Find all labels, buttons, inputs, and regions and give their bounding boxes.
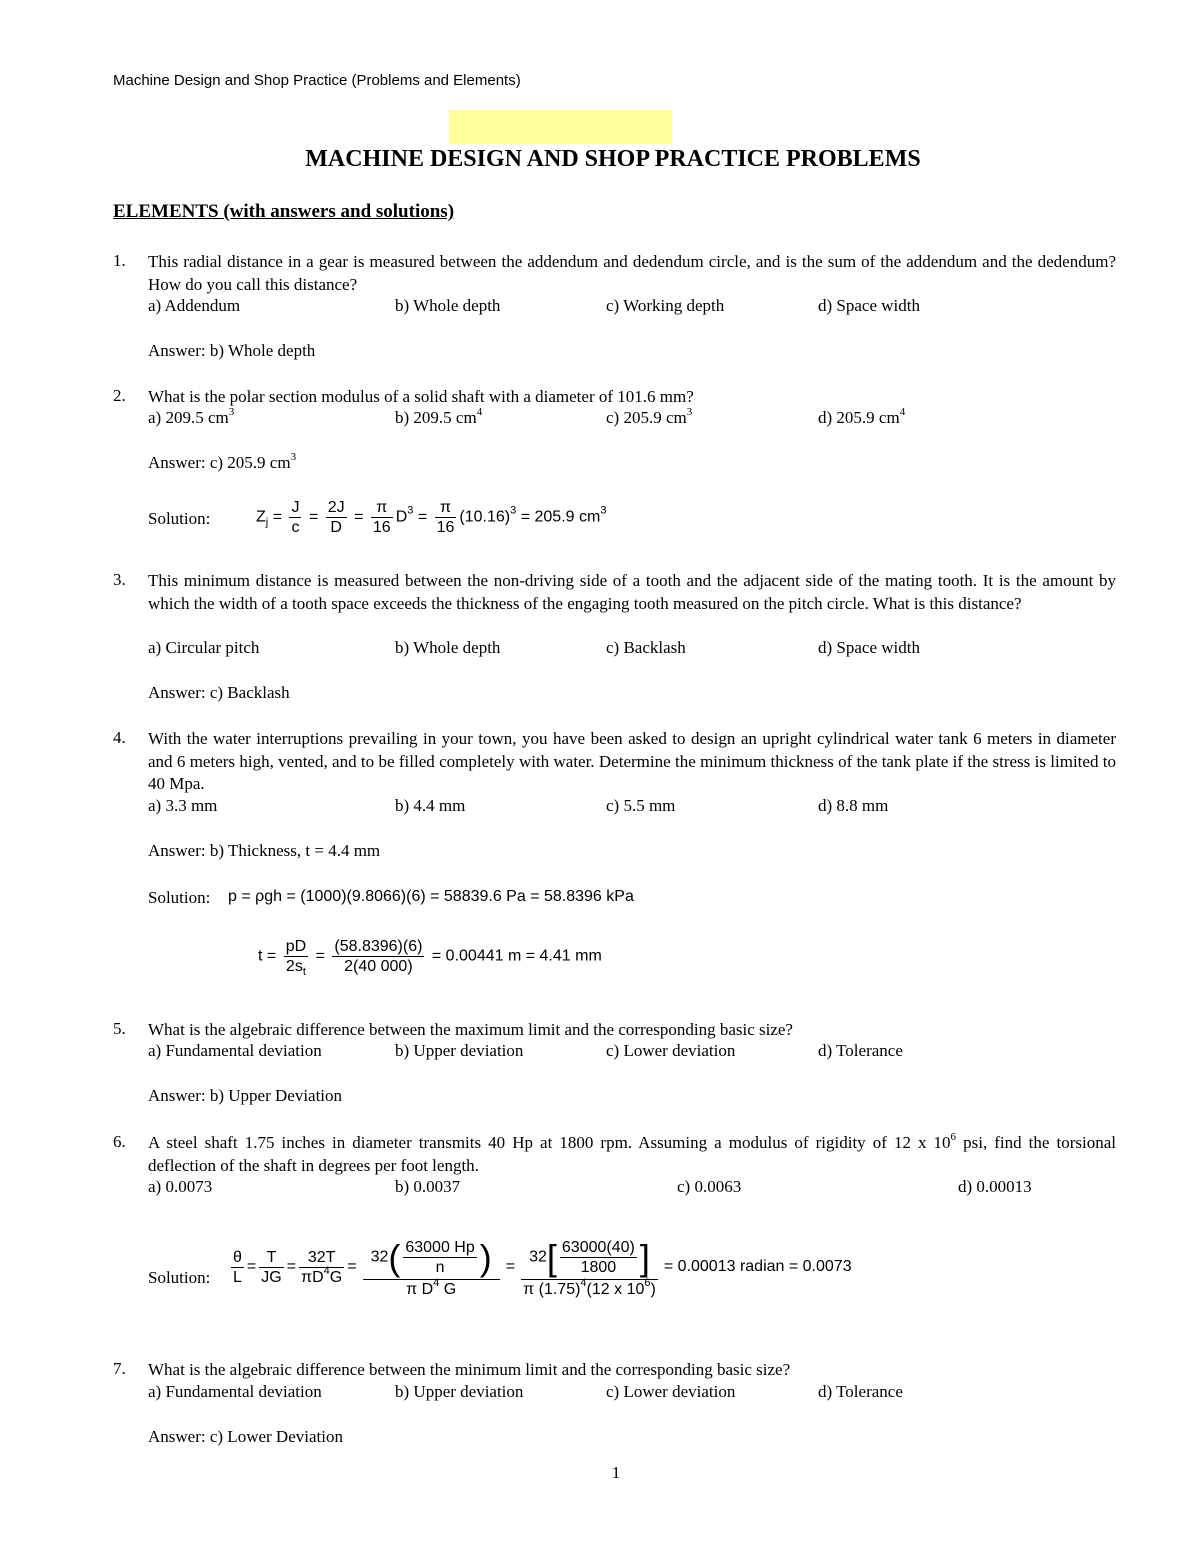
question-text: This minimum distance is measured between the non-driving side of a tooth and the adjacent side of the mating tooth. It is the amount by which the width of a tooth space exceeds the thickness of the engaging tooth measured on the pitch circle. What is this distance? <box>148 571 1116 613</box>
answer: Answer: b) Upper Deviation <box>148 1086 343 1105</box>
answer: Answer: c) Backlash <box>148 683 290 702</box>
answer: Answer: c) Lower Deviation <box>148 1427 343 1446</box>
page-title: MACHINE DESIGN AND SHOP PRACTICE PROBLEMS <box>305 146 921 172</box>
question-number: 1. <box>113 251 126 270</box>
option-c: c) Lower deviation <box>606 1041 736 1060</box>
option-d: d) Space width <box>818 296 920 315</box>
option-b: b) Whole depth <box>395 296 501 315</box>
running-header: Machine Design and Shop Practice (Problems and Elements) <box>113 72 521 89</box>
question-text: A steel shaft 1.75 inches in diameter transmits 40 Hp at 1800 rpm. Assuming a modulus of rigidity of 12 x $10^6$ psi, find the torsional deflection of the shaft in degrees per foot length. <box>148 1131 1116 1175</box>
option-c: c) Working depth <box>606 296 725 315</box>
solution-equation: $\frac{\theta}{L}$ = $\frac{T}{JG}$ = $\frac{32T}{\pi D^4G}$ = 32( $\frac{63000 Hp}{n}$ ) π $D^4$ G = 32[ $\frac{63000(40)}{1800}$ ] π $(1.75)^4(12$ x $10^6$) = 0.00013 radian = 0.0073 <box>233 1236 852 1298</box>
answer: Answer: c) 205.9 $cm^3$ <box>148 451 297 472</box>
fraction: $\frac{T}{JG}$ <box>261 1248 282 1286</box>
fraction: $\frac{\pi}{16}$ <box>436 499 455 536</box>
question-text: What is the polar section modulus of a solid shaft with a diameter of 101.6 mm? <box>148 387 694 406</box>
option-d: d) Space width <box>818 638 920 657</box>
question-number: 7. <box>113 1359 126 1378</box>
option-a: a) Fundamental deviation <box>148 1041 322 1060</box>
fraction: $\frac{32T}{\pi D^4G}$ <box>301 1248 343 1286</box>
option-b: b) Whole depth <box>395 638 501 657</box>
option-d: d) Tolerance <box>818 1382 903 1401</box>
solution-label: Solution: <box>148 888 211 907</box>
fraction: $\frac{63000 Hp}{n}$ <box>405 1238 475 1276</box>
page-number: 1 <box>611 1463 621 1482</box>
option-c: c) 5.5 mm <box>606 796 676 815</box>
option-b: b) 4.4 mm <box>395 796 466 815</box>
solution-label: Solution: <box>148 509 211 528</box>
option-b: b) Upper deviation <box>395 1041 524 1060</box>
option-a: a) Addendum <box>148 296 241 315</box>
section-subtitle: ELEMENTS (with answers and solutions) <box>113 201 455 222</box>
fraction: $\frac{2J}{D}$ <box>327 499 345 536</box>
question-text: What is the algebraic difference between the minimum limit and the corresponding basic size? <box>148 1360 791 1379</box>
option-c: c) Backlash <box>606 638 686 657</box>
option-c: c) Lower deviation <box>606 1382 736 1401</box>
option-d: d) 0.00013 <box>958 1177 1032 1196</box>
fraction: $\frac{\theta}{L}$ <box>233 1248 242 1286</box>
question-number: 6. <box>113 1132 126 1151</box>
option-b: b) 209.5 $cm^4$ <box>395 406 483 427</box>
highlight-box <box>449 110 672 144</box>
option-d: d) 205.9 $cm^4$ <box>818 406 906 427</box>
option-c: c) 0.0063 <box>677 1177 742 1196</box>
solution-label: Solution: <box>148 1268 211 1287</box>
question-number: 2. <box>113 386 126 405</box>
question-number: 3. <box>113 570 126 589</box>
fraction: $\frac{(58.8396)(6)}{2(40 000)}$ <box>334 938 423 975</box>
question-number: 5. <box>113 1019 126 1038</box>
option-a: a) 0.0073 <box>148 1177 213 1196</box>
fraction: $\frac{\pi}{16}$ <box>372 499 391 536</box>
answer: Answer: b) Whole depth <box>148 341 316 360</box>
option-b: b) 0.0037 <box>395 1177 461 1196</box>
question-text: This radial distance in a gear is measured between the addendum and dedendum circle, and is the sum of the addendum and the dedendum? How do you call this distance? <box>148 252 1116 294</box>
question-text: With the water interruptions prevailing in your town, you have been asked to design an upright cylindrical water tank 6 meters in diameter and 6 meters high, vented, and to be filled completely with water. Determine the minimum thickness of the tank plate if the stress is limited to 40 Mpa. <box>148 729 1116 793</box>
solution-equation-thickness: t = $\frac{pD}{2s_t}$ = $\frac{(58.8396)(6)}{2(40 000)}$ = 0.00441 m = 4.41 mm <box>258 938 602 978</box>
solution-equation-pressure: p = ρgh = (1000)(9.8066)(6) = 58839.6 Pa = 58.8396 kPa <box>228 888 634 905</box>
option-d: d) Tolerance <box>818 1041 903 1060</box>
question-text: What is the algebraic difference between the maximum limit and the corresponding basic size? <box>148 1020 793 1039</box>
option-b: b) Upper deviation <box>395 1382 524 1401</box>
option-d: d) 8.8 mm <box>818 796 889 815</box>
question-number: 4. <box>113 728 126 747</box>
fraction: 32[ $\frac{63000(40)}{1800}$ ] π $(1.75)^4(12$ x $10^6$) <box>521 1236 658 1299</box>
option-a: a) 3.3 mm <box>148 796 218 815</box>
option-c: c) 205.9 $cm^3$ <box>606 406 693 427</box>
answer: Answer: b) Thickness, t = 4.4 mm <box>148 841 381 860</box>
fraction: $\frac{63000(40)}{1800}$ <box>561 1238 635 1276</box>
option-a: a) Circular pitch <box>148 638 260 657</box>
fraction: $\frac{J}{c}$ <box>291 499 300 536</box>
option-a: a) 209.5 $cm^3$ <box>148 406 235 427</box>
fraction: 32( $\frac{63000 Hp}{n}$ ) π $D^4$ G <box>363 1236 500 1299</box>
fraction: $\frac{pD}{2s_t}$ <box>285 938 307 978</box>
solution-equation: $Z_j$ = $\frac{J}{c}$ = $\frac{2J}{D}$ = $\frac{\pi}{16}$ $D^3$ = $\frac{\pi}{16}$ $(10.16)^3 = 205.9$ $cm^3$ <box>256 499 607 536</box>
option-a: a) Fundamental deviation <box>148 1382 322 1401</box>
